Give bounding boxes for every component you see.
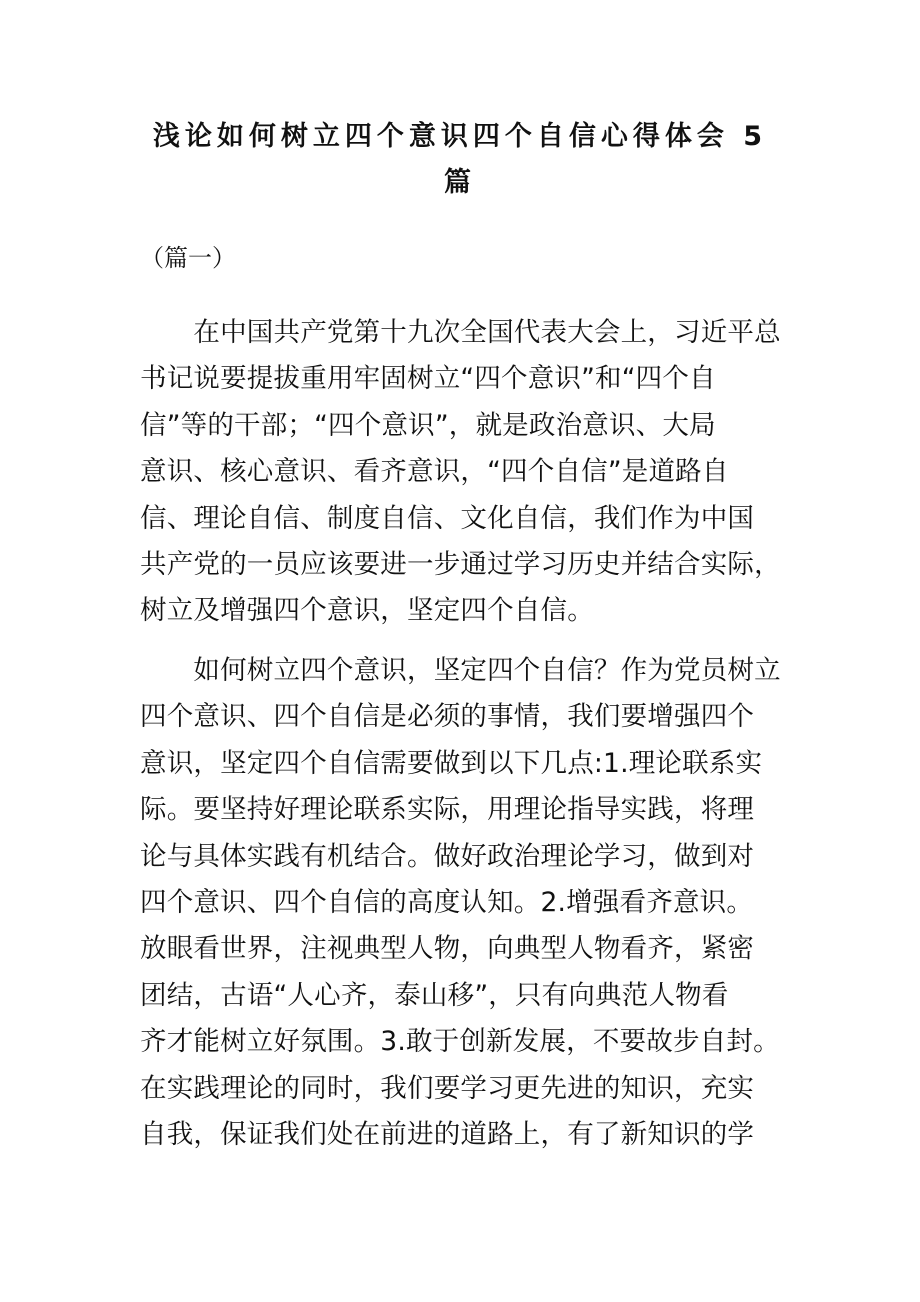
title-line: 浅论如何树立四个意识四个自信心得体会 5 [152,121,768,152]
title-line: 篇 [444,167,476,198]
section-label: （篇一） [140,244,236,272]
text-line: 际。要坚持好理论联系实际，用理论指导实践，将理 [140,794,755,826]
document-title [140,114,780,206]
text-line: 论与具体实践有机结合。做好政治理论学习，做到对 [140,840,755,872]
text-line: 信、理论自信、制度自信、文化自信，我们作为中国 [140,502,755,534]
text-line: 四个意识、四个自信是必须的事情，我们要增强四个 [140,701,755,733]
paragraph-1 [140,310,782,635]
text-line: 如何树立四个意识，坚定四个自信？作为党员树立 [140,655,781,686]
text-line: 放眼看世界，注视典型人物，向典型人物看齐，紧密 [140,933,755,965]
text-line: 在中国共产党第十九次全国代表大会上，习近平总 [140,317,781,348]
text-line: 自我，保证我们处在前进的道路上，有了新知识的学 [140,1119,755,1151]
text-line: 在实践理论的同时，我们要学习更先进的知识，充实 [140,1072,755,1104]
text-line: 团结，古语“人心齐，泰山移”，只有向典范人物看 [140,979,729,1011]
text-line: 信”等的干部；“四个意识”，就是政治意识、大局 [140,409,716,441]
text-line: 四个意识、四个自信的高度认知。2.增强看齐意识。 [140,887,754,919]
text-line: 齐才能树立好氛围。3.敢于创新发展，不要故步自封。 [140,1026,780,1058]
text-line: 意识，坚定四个自信需要做到以下几点:1.理论联系实 [140,747,763,779]
text-line: 意识、核心意识、看齐意识，“四个自信”是道路自 [140,456,729,488]
text-line: 共产党的一员应该要进一步通过学习历史并结合实际， [140,549,781,581]
paragraph-2 [140,648,782,1158]
text-line: 树立及增强四个意识，坚定四个自信。 [140,595,594,627]
text-line: 书记说要提拔重用牢固树立“四个意识”和“四个自 [140,363,716,395]
